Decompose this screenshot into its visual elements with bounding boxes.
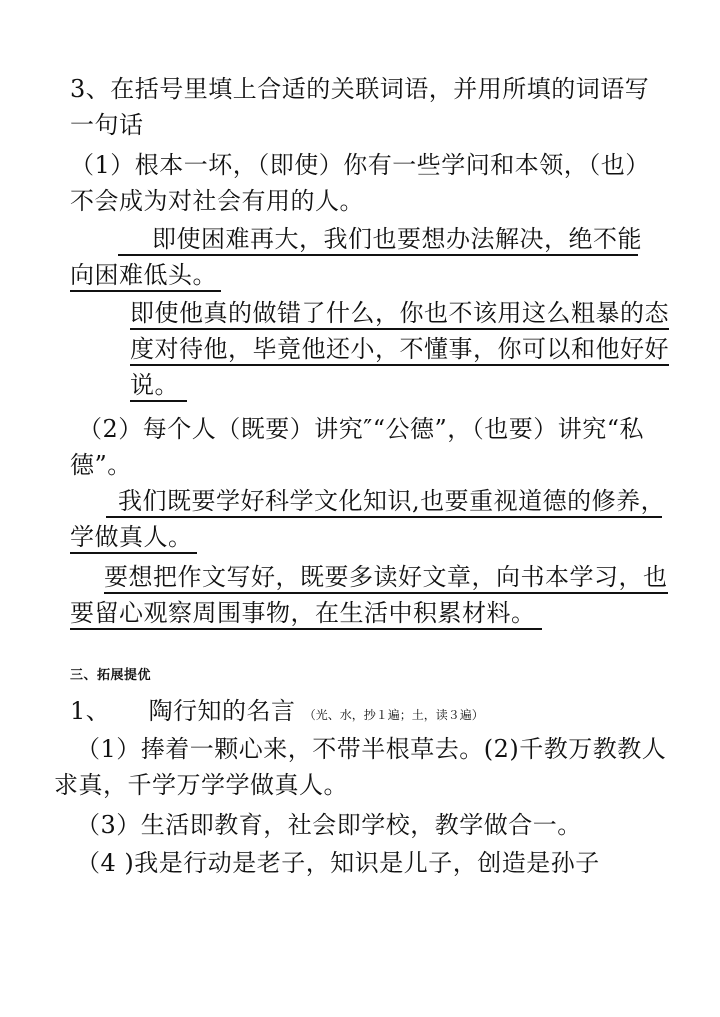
item-1-number: 1、 [70, 697, 111, 725]
answer-3-underline [106, 516, 662, 518]
quote-1-line2: 求真，千学万学学做真人。 [54, 771, 348, 799]
answer-2-line3: 说。 [130, 370, 187, 402]
part-2-line2: 德”。 [70, 451, 132, 479]
answer-2-line2: 度对待他，毕竟他还小，不懂事，你可以和他好好 [130, 334, 669, 366]
answer-1-line1: 即使困难再大，我们也要想办法解决，绝不能 [152, 225, 642, 253]
answer-1-underline [118, 254, 638, 256]
answer-3-line2: 学做真人。 [70, 522, 197, 554]
question-3-line2: 一句话 [70, 111, 144, 139]
answer-3-line1: 我们既要学好科学文化知识,也要重视道德的修养， [118, 487, 666, 515]
answer-4-line1: 要想把作文写好，既要多读好文章，向书本学习，也 [104, 562, 668, 594]
quote-3: （3）生活即教育，社会即学校，教学做合一。 [76, 811, 582, 839]
part-2-line1: （2）每个人（既要）讲究″“公德”，（也要）讲究“私 [78, 415, 645, 443]
quote-4: （4 )我是行动是老子，知识是儿子，创造是孙子 [76, 849, 600, 877]
question-3-line1: 3、在括号里填上合适的关联词语，并用所填的词语写 [70, 75, 650, 103]
section-heading: 三、拓展提优 [70, 668, 152, 683]
answer-4-line2: 要留心观察周围事物，在生活中积累材料。 [70, 598, 542, 630]
part-1-line1: （1）根本一坏，（即使）你有一些学问和本领，（也） [70, 151, 650, 179]
item-1-note: （光、水，抄１遍；土，读３遍） [303, 708, 484, 722]
item-1-title: 陶行知的名言 [148, 697, 296, 725]
quote-1-line1: （1）捧着一颗心来，不带半根草去。(2)千教万教教人 [76, 735, 667, 763]
answer-1-line2: 向困难低头。 [70, 260, 221, 292]
item-1-heading [70, 696, 484, 730]
part-1-line2: 不会成为对社会有用的人。 [70, 187, 364, 215]
answer-2-line1: 即使他真的做错了什么，你也不该用这么粗暴的态 [130, 298, 669, 330]
